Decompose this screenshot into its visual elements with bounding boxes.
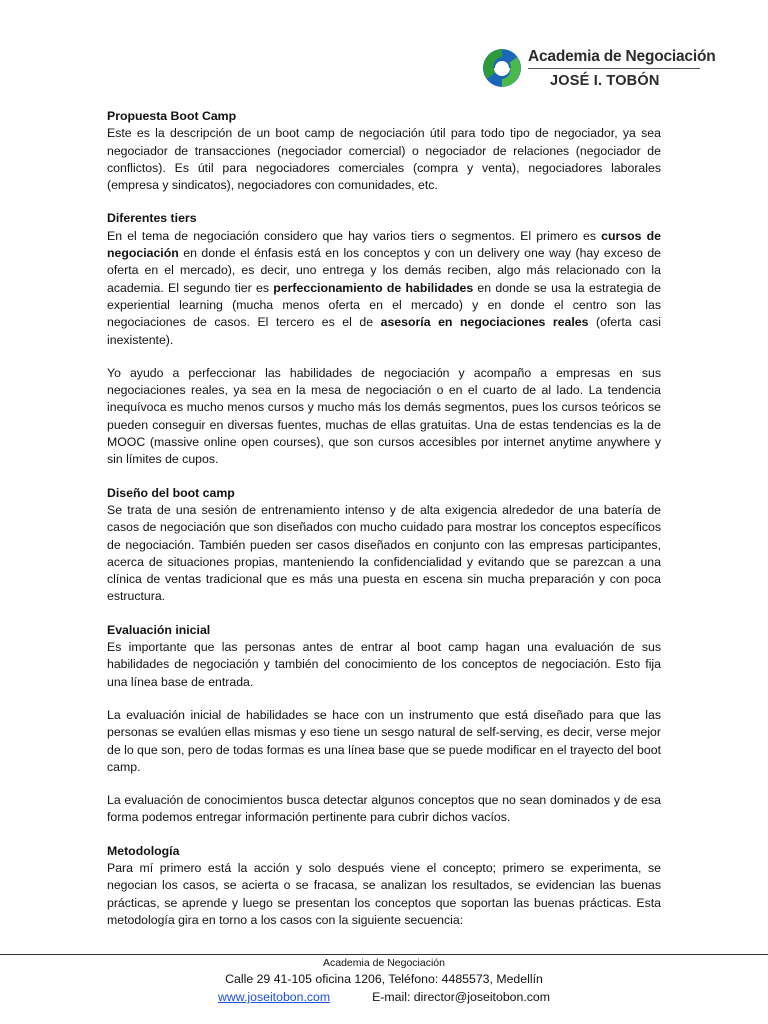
brand-divider	[528, 68, 700, 69]
text-run: Yo ayudo a perfeccionar las habilidades de negociación y acompaño a empresas en sus negociaciones reales, ya sea en la mesa de negociación o en el cuarto de al lado. La tendencia inequívoca es mucho menos cursos y mucho más los demás segmentos, pues los cursos teóricos se pueden conseguir en diversas fuentes, muchas de ellas gratuitas. Una de estas tendencias es la de MOOC (massive online open courses), que son cursos accesibles por internet anytime anywhere y sin límites de cupos.	[107, 365, 661, 467]
section	[107, 843, 661, 929]
section-heading: Diferentes tiers	[107, 211, 197, 226]
section-heading: Metodología	[107, 843, 180, 858]
brand-name: Academia de Negociación	[528, 48, 716, 65]
brand-person: JOSÉ I. TOBÓN	[550, 73, 660, 89]
text-run: Para mí primero está la acción y solo después viene el concepto; primero se experimenta, se negocian los casos, se acierta o se fracasa, se analizan los resultados, se evidencian las buenas prácticas, se aprende y luego se presentan los conceptos que soportan las buenas prácticas. Esta metodología gira en torno a los casos con la siguiente secuencia:	[107, 860, 661, 927]
page-footer	[0, 956, 768, 1006]
emphasis-text: cursos de negociación	[107, 228, 661, 261]
footer-contact	[0, 988, 768, 1006]
body-paragraph	[107, 228, 661, 349]
section	[107, 485, 661, 606]
brand-logo	[480, 44, 716, 94]
footer-email: E-mail: director@joseitobon.com	[372, 990, 550, 1004]
footer-org: Academia de Negociación	[323, 957, 445, 969]
body-paragraph	[107, 707, 661, 776]
section	[107, 108, 661, 194]
body-paragraph	[107, 860, 661, 929]
body-paragraph	[107, 639, 661, 691]
document-body	[107, 108, 661, 945]
website-link[interactable]: www.joseitobon.com	[218, 990, 331, 1004]
section	[107, 622, 661, 827]
body-paragraph	[107, 792, 661, 827]
text-run: En el tema de negociación considero que hay varios tiers o segmentos. El primero es	[107, 228, 602, 243]
globe-emblem-icon	[480, 46, 524, 90]
text-run: La evaluación de conocimientos busca detectar algunos conceptos que no sean dominados y de esa forma podemos entregar información pertinente para cubrir dichos vacíos.	[107, 793, 661, 825]
emphasis-text: asesoría en negociaciones reales	[380, 315, 589, 330]
text-run: en donde se usa la estrategia de experiential learning (mucha menos oferta en el mercado) y en donde el centro son las negociaciones de casos. El tercero es el de	[107, 280, 661, 330]
footer-divider	[0, 954, 768, 955]
footer-address: Calle 29 41-105 oficina 1206, Teléfono: 4485573, Medellín	[225, 972, 543, 986]
text-run: en donde el énfasis está en los conceptos y con un delivery one way (hay exceso de oferta en el mercado), es decir, uno entrega y los demás reciben, algo más relacionado con la academia. El segundo tier es	[107, 246, 661, 295]
text-run: Es importante que las personas antes de entrar al boot camp hagan una evaluación de sus habilidades de negociación y también del conocimiento de los conceptos de negociación. Esto fija una línea base de entrada.	[107, 640, 661, 689]
body-paragraph	[107, 365, 661, 469]
text-run: La evaluación inicial de habilidades se hace con un instrumento que está diseñado para que las personas se evalúen ellas mismas y eso tiene un sesgo natural de self-serving, es decir, verse mejor de lo que son, pero de todas formas es una línea base que se puede modificar en el trayecto del boot camp.	[107, 707, 661, 774]
body-paragraph	[107, 502, 661, 606]
emphasis-text: perfeccionamiento de habilidades	[273, 280, 474, 295]
text-run: Este es la descripción de un boot camp de negociación útil para todo tipo de negociador, ya sea negociador de transacciones (negociador comercial) o negociador de relaciones (negociador de conflictos). Es útil para negociadores comerciales (compra y venta), negociadores laborales (empresa y sindicatos), negociadores con comunidades, etc.	[107, 126, 661, 193]
section-heading: Evaluación inicial	[107, 622, 211, 637]
body-paragraph	[107, 125, 661, 194]
section-heading: Diseño del boot camp	[107, 485, 235, 500]
text-run: (oferta casi inexistente).	[107, 315, 661, 347]
section	[107, 210, 661, 468]
section-heading: Propuesta Boot Camp	[107, 109, 237, 123]
text-run: Se trata de una sesión de entrenamiento intenso y de alta exigencia alrededor de una batería de casos de negociación que son diseñados con mucho cuidado para mostrar los conceptos específicos de negociación. También pueden ser casos diseñados en conjunto con las empresas participantes, acerca de situaciones propias, manteniendo la confidencialidad y evitando que se parezcan a una clínica de ventas tradicional que es más una puesta en escena sin mucha preparación y con poca estructura.	[107, 502, 661, 604]
